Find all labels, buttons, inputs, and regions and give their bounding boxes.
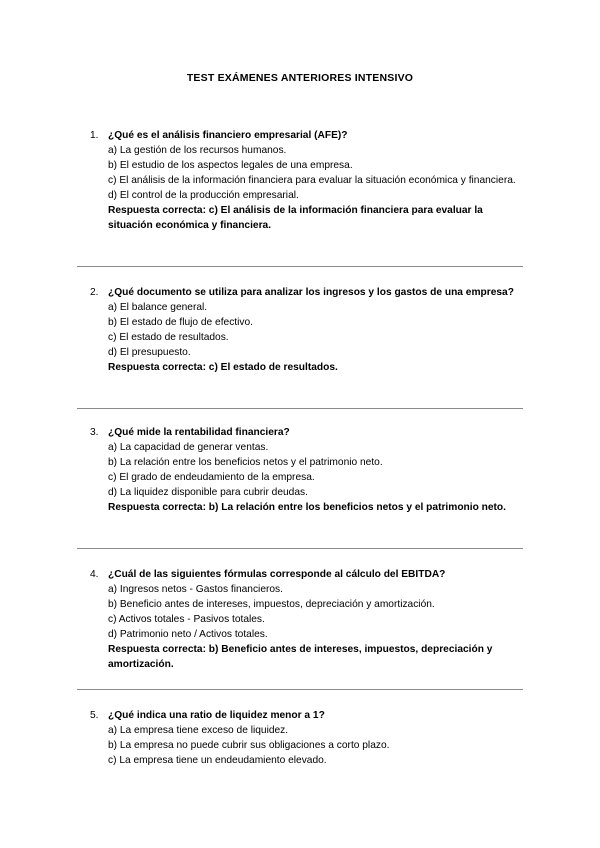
divider — [77, 266, 523, 267]
question-2 — [90, 285, 530, 375]
question-1 — [90, 128, 530, 233]
option-c: c) Activos totales - Pasivos totales. — [108, 614, 265, 625]
question-5 — [90, 708, 530, 768]
question-text: ¿Qué indica una ratio de liquidez menor a 1? — [108, 710, 325, 721]
option-d: d) La liquidez disponible para cubrir deudas. — [108, 487, 308, 498]
question-number: 4. — [90, 569, 99, 580]
correct-answer: Respuesta correcta: c) El análisis de la información financiera para evaluar la situación económica y financiera. — [108, 205, 483, 231]
question-number: 5. — [90, 710, 99, 721]
option-d: d) Patrimonio neto / Activos totales. — [108, 629, 268, 640]
option-d: d) El control de la producción empresarial. — [108, 190, 299, 201]
option-b: b) La empresa no puede cubrir sus obligaciones a corto plazo. — [108, 740, 390, 751]
option-b: b) El estado de flujo de efectivo. — [108, 317, 253, 328]
question-text: ¿Qué documento se utiliza para analizar los ingresos y los gastos de una empresa? — [108, 287, 514, 298]
option-a: a) La empresa tiene exceso de liquidez. — [108, 725, 289, 736]
option-c: c) El grado de endeudamiento de la empresa. — [108, 472, 315, 483]
option-a: a) Ingresos netos - Gastos financieros. — [108, 584, 283, 595]
option-a: a) La capacidad de generar ventas. — [108, 442, 269, 453]
option-b: b) El estudio de los aspectos legales de una empresa. — [108, 160, 353, 171]
question-text: ¿Cuál de las siguientes fórmulas corresponde al cálculo del EBITDA? — [108, 569, 446, 580]
option-b: b) La relación entre los beneficios netos y el patrimonio neto. — [108, 457, 383, 468]
question-text: ¿Qué mide la rentabilidad financiera? — [108, 427, 290, 438]
correct-answer: Respuesta correcta: b) Beneficio antes de intereses, impuestos, depreciación y amortización. — [108, 644, 493, 670]
question-3 — [90, 425, 530, 515]
page-title: TEST EXÁMENES ANTERIORES INTENSIVO — [186, 72, 414, 84]
option-a: a) El balance general. — [108, 302, 208, 313]
divider — [77, 689, 523, 690]
option-b: b) Beneficio antes de intereses, impuestos, depreciación y amortización. — [108, 599, 435, 610]
option-c: c) La empresa tiene un endeudamiento elevado. — [108, 755, 327, 766]
divider — [77, 408, 523, 409]
option-c: c) El estado de resultados. — [108, 332, 229, 343]
question-text: ¿Qué es el análisis financiero empresarial (AFE)? — [108, 130, 348, 141]
option-c: c) El análisis de la información financiera para evaluar la situación económica y financiera. — [108, 175, 516, 186]
option-a: a) La gestión de los recursos humanos. — [108, 145, 287, 156]
question-number: 3. — [90, 427, 99, 438]
correct-answer: Respuesta correcta: c) El estado de resultados. — [108, 362, 338, 373]
question-number: 1. — [90, 130, 99, 141]
option-d: d) El presupuesto. — [108, 347, 191, 358]
question-number: 2. — [90, 287, 99, 298]
correct-answer: Respuesta correcta: b) La relación entre los beneficios netos y el patrimonio neto. — [108, 502, 506, 513]
question-4 — [90, 567, 530, 672]
divider — [77, 548, 523, 549]
